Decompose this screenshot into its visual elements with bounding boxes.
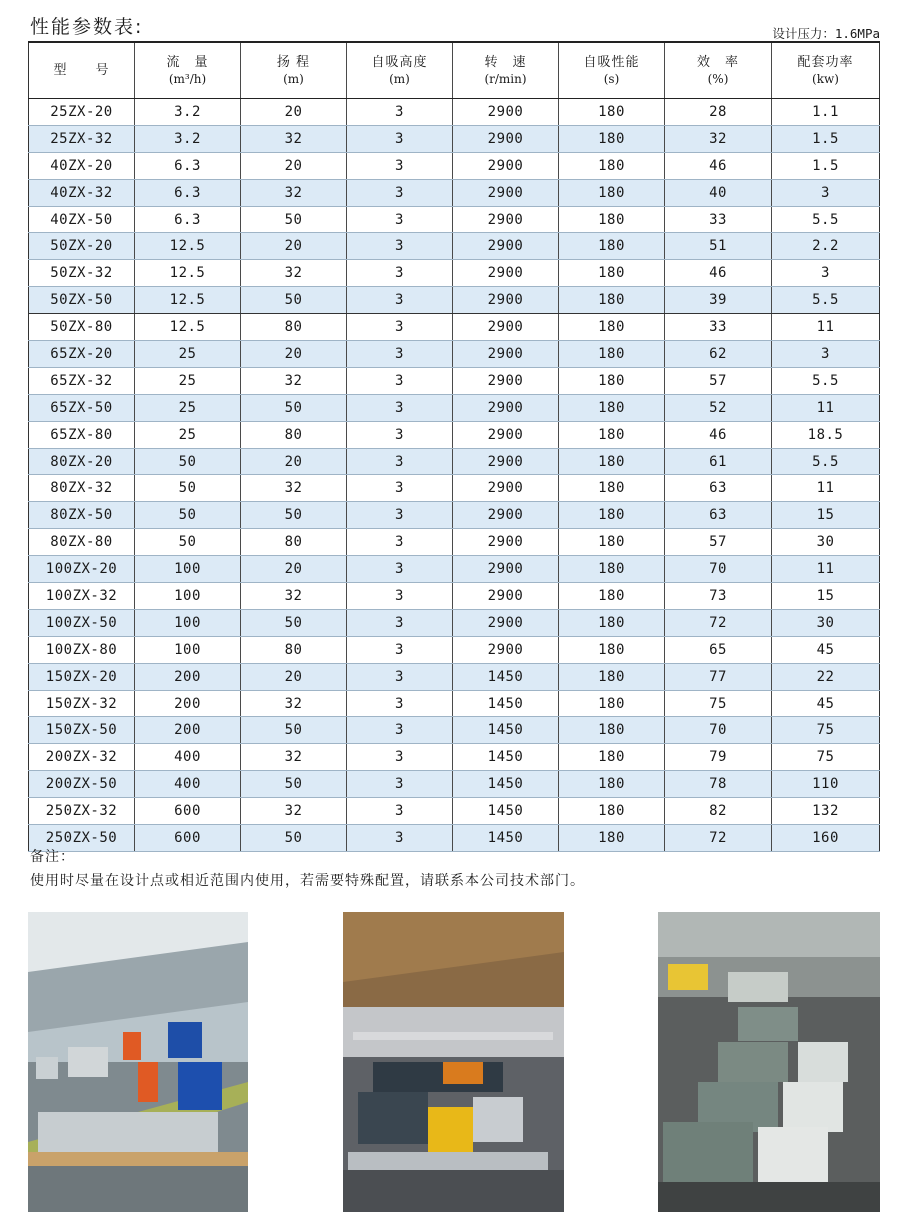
table-cell: 50ZX-50 [29,287,135,314]
table-cell: 62 [665,341,772,368]
column-header-label: 扬 程 [276,54,311,70]
table-cell: 80 [241,529,347,556]
table-cell: 2900 [453,529,559,556]
table-cell: 100ZX-50 [29,609,135,636]
table-cell: 65ZX-32 [29,367,135,394]
table-cell: 65ZX-80 [29,421,135,448]
table-cell: 1450 [453,825,559,852]
table-cell: 180 [559,314,665,341]
table-cell: 1450 [453,798,559,825]
table-cell: 80 [241,421,347,448]
table-cell: 52 [665,394,772,421]
table-cell: 3 [347,825,453,852]
table-cell: 63 [665,475,772,502]
table-cell: 32 [241,179,347,206]
table-cell: 2900 [453,556,559,583]
table-cell: 12.5 [135,287,241,314]
table-cell: 100ZX-32 [29,583,135,610]
table-row [29,529,880,556]
table-cell: 25 [135,421,241,448]
table-cell: 63 [665,502,772,529]
table-row [29,233,880,260]
table-cell: 51 [665,233,772,260]
table-cell: 180 [559,744,665,771]
table-cell: 25 [135,341,241,368]
table-cell: 50 [241,717,347,744]
column-header-unit: (kw) [812,71,839,86]
column-header-label: 型 号 [53,62,110,78]
table-cell: 180 [559,583,665,610]
table-cell: 32 [241,367,347,394]
table-row [29,663,880,690]
table-row [29,260,880,287]
table-cell: 80 [241,314,347,341]
table-cell: 50ZX-32 [29,260,135,287]
table-cell: 3 [347,475,453,502]
table-cell: 45 [772,636,880,663]
table-cell: 3 [347,341,453,368]
table-body [29,99,880,852]
table-cell: 3 [347,609,453,636]
table-cell: 3 [347,717,453,744]
table-cell: 3 [347,798,453,825]
table-cell: 20 [241,448,347,475]
table-cell: 18.5 [772,421,880,448]
table-cell: 200ZX-50 [29,771,135,798]
table-cell: 3 [347,448,453,475]
table-row [29,152,880,179]
table-cell: 1450 [453,663,559,690]
column-header-3 [347,42,453,99]
column-header-label: 配套功率 [797,54,854,70]
table-cell: 200ZX-32 [29,744,135,771]
table-row [29,475,880,502]
table-cell: 3 [347,206,453,233]
table-cell: 72 [665,609,772,636]
table-row [29,771,880,798]
table-cell: 32 [241,744,347,771]
column-header-unit: (m³/h) [168,71,207,86]
table-cell: 180 [559,825,665,852]
table-cell: 180 [559,529,665,556]
table-row [29,314,880,341]
table-cell: 32 [241,583,347,610]
table-cell: 2900 [453,152,559,179]
table-cell: 3 [347,314,453,341]
column-header-4 [453,42,559,99]
table-cell: 57 [665,529,772,556]
workshop-pump-photo-icon [343,912,564,1212]
table-cell: 180 [559,421,665,448]
table-cell: 2900 [453,206,559,233]
table-cell: 3 [347,663,453,690]
table-cell: 20 [241,99,347,126]
table-cell: 39 [665,287,772,314]
table-row [29,125,880,152]
table-cell: 25ZX-20 [29,99,135,126]
table-cell: 50 [135,475,241,502]
table-cell: 600 [135,798,241,825]
table-cell: 33 [665,206,772,233]
table-cell: 2900 [453,341,559,368]
table-cell: 2900 [453,314,559,341]
table-cell: 11 [772,314,880,341]
table-cell: 28 [665,99,772,126]
table-cell: 32 [241,260,347,287]
table-cell: 100 [135,556,241,583]
column-header-unit: (m) [283,71,304,86]
column-header-label: 效 率 [696,54,739,70]
table-cell: 40ZX-32 [29,179,135,206]
table-cell: 2900 [453,179,559,206]
table-row [29,448,880,475]
column-header-6 [665,42,772,99]
table-cell: 180 [559,233,665,260]
table-cell: 180 [559,556,665,583]
table-cell: 180 [559,475,665,502]
table-cell: 12.5 [135,260,241,287]
column-header-unit: (s) [603,71,620,86]
notes [30,845,585,893]
table-cell: 110 [772,771,880,798]
table-cell: 15 [772,502,880,529]
table-cell: 180 [559,99,665,126]
table-cell: 180 [559,609,665,636]
table-cell: 2900 [453,394,559,421]
table-cell: 180 [559,717,665,744]
table-cell: 25ZX-32 [29,125,135,152]
table-cell: 150ZX-20 [29,663,135,690]
table-cell: 25 [135,394,241,421]
table-cell: 45 [772,690,880,717]
table-row [29,502,880,529]
table-cell: 2900 [453,583,559,610]
table-cell: 250ZX-32 [29,798,135,825]
table-cell: 57 [665,367,772,394]
table-cell: 100 [135,583,241,610]
table-cell: 40 [665,179,772,206]
table-cell: 11 [772,556,880,583]
table-cell: 75 [772,717,880,744]
column-header-2 [241,42,347,99]
table-cell: 2900 [453,421,559,448]
table-cell: 3 [347,556,453,583]
table-row [29,367,880,394]
table-cell: 3 [347,771,453,798]
table-cell: 50 [241,771,347,798]
table-cell: 1.5 [772,125,880,152]
table-cell: 61 [665,448,772,475]
table-cell: 50 [135,448,241,475]
column-header-label: 流 量 [166,54,209,70]
table-cell: 200 [135,717,241,744]
notes-text: 使用时尽量在设计点或相近范围内使用，若需要特殊配置，请联系本公司技术部门。 [30,873,585,889]
table-cell: 77 [665,663,772,690]
table-cell: 5.5 [772,206,880,233]
table-cell: 2900 [453,99,559,126]
table-cell: 3 [347,529,453,556]
table-cell: 80ZX-80 [29,529,135,556]
table-cell: 3 [347,583,453,610]
table-cell: 1.5 [772,152,880,179]
table-cell: 3 [772,341,880,368]
table-cell: 2900 [453,502,559,529]
table-cell: 82 [665,798,772,825]
table-cell: 25 [135,367,241,394]
table-row [29,556,880,583]
table-cell: 2900 [453,448,559,475]
table-cell: 46 [665,421,772,448]
table-cell: 5.5 [772,287,880,314]
workshop-pump-photo [343,912,564,1212]
table-cell: 32 [241,690,347,717]
table-cell: 65ZX-50 [29,394,135,421]
table-cell: 50 [241,502,347,529]
table-cell: 180 [559,394,665,421]
table-cell: 1.1 [772,99,880,126]
column-header-unit: (r/min) [484,71,527,86]
table-cell: 50 [241,609,347,636]
table-cell: 11 [772,394,880,421]
design-pressure: 设计压力：1.6MPa [772,26,880,41]
table-cell: 2.2 [772,233,880,260]
table-cell: 46 [665,152,772,179]
column-header-7 [772,42,880,99]
table-cell: 3 [347,636,453,663]
column-header-5 [559,42,665,99]
table-row [29,636,880,663]
table-cell: 72 [665,825,772,852]
table-cell: 30 [772,529,880,556]
table-cell: 22 [772,663,880,690]
table-cell: 73 [665,583,772,610]
table-cell: 65 [665,636,772,663]
table-cell: 3 [347,394,453,421]
table-cell: 79 [665,744,772,771]
table-cell: 75 [665,690,772,717]
table-cell: 50ZX-80 [29,314,135,341]
table-cell: 150ZX-50 [29,717,135,744]
table-cell: 65ZX-20 [29,341,135,368]
table-cell: 100 [135,636,241,663]
column-header-1 [135,42,241,99]
table-cell: 100 [135,609,241,636]
table-cell: 2900 [453,233,559,260]
table-cell: 1450 [453,690,559,717]
table-cell: 3 [347,421,453,448]
table-cell: 3 [772,260,880,287]
table-cell: 6.3 [135,152,241,179]
table-cell: 5.5 [772,448,880,475]
table-cell: 3 [347,179,453,206]
explosion-proof-pump-photo-icon [658,912,880,1212]
table-cell: 50ZX-20 [29,233,135,260]
table-cell: 40ZX-20 [29,152,135,179]
table-cell: 2900 [453,636,559,663]
table-row [29,99,880,126]
column-header-unit: (%) [707,71,729,86]
table-cell: 3 [347,744,453,771]
table-cell: 80ZX-20 [29,448,135,475]
table-cell: 32 [665,125,772,152]
table-cell: 33 [665,314,772,341]
table-cell: 3 [347,367,453,394]
table-cell: 3 [347,287,453,314]
table-cell: 180 [559,636,665,663]
table-row [29,341,880,368]
table-cell: 80ZX-32 [29,475,135,502]
table-cell: 2900 [453,367,559,394]
table-row [29,421,880,448]
table-cell: 2900 [453,125,559,152]
table-cell: 180 [559,206,665,233]
table-cell: 50 [135,502,241,529]
performance-table-wrap [28,41,879,852]
table-cell: 180 [559,287,665,314]
table-cell: 2900 [453,609,559,636]
table-cell: 100ZX-80 [29,636,135,663]
table-cell: 150ZX-32 [29,690,135,717]
notes-heading: 备注： [30,849,75,865]
table-cell: 180 [559,690,665,717]
table-cell: 5.5 [772,367,880,394]
table-cell: 32 [241,125,347,152]
table-cell: 3.2 [135,99,241,126]
table-row [29,179,880,206]
table-cell: 78 [665,771,772,798]
explosion-proof-pump-photo [658,912,880,1212]
table-cell: 3 [347,99,453,126]
table-cell: 50 [241,206,347,233]
table-row [29,609,880,636]
table-cell: 3 [772,179,880,206]
table-cell: 180 [559,125,665,152]
column-header-label: 自吸高度 [371,54,428,70]
pump-row-photo [28,912,248,1212]
table-cell: 180 [559,260,665,287]
table-cell: 180 [559,341,665,368]
table-cell: 180 [559,798,665,825]
table-cell: 50 [241,394,347,421]
table-cell: 250ZX-50 [29,825,135,852]
table-cell: 600 [135,825,241,852]
table-cell: 3 [347,690,453,717]
table-cell: 80 [241,636,347,663]
performance-table [28,41,880,852]
table-row [29,287,880,314]
table-cell: 3 [347,260,453,287]
column-header-0 [29,42,135,99]
table-cell: 20 [241,663,347,690]
table-cell: 2900 [453,287,559,314]
table-cell: 400 [135,744,241,771]
table-row [29,394,880,421]
table-cell: 12.5 [135,314,241,341]
table-cell: 3 [347,233,453,260]
page-title: 性能参数表: [30,16,144,38]
table-cell: 2900 [453,475,559,502]
table-header-row [29,42,880,99]
table-cell: 1450 [453,744,559,771]
table-cell: 3 [347,125,453,152]
table-cell: 32 [241,798,347,825]
table-cell: 400 [135,771,241,798]
table-cell: 50 [135,529,241,556]
table-cell: 180 [559,502,665,529]
table-cell: 1450 [453,717,559,744]
table-cell: 180 [559,367,665,394]
table-cell: 2900 [453,260,559,287]
table-cell: 180 [559,152,665,179]
table-cell: 11 [772,475,880,502]
table-row [29,744,880,771]
table-row [29,206,880,233]
table-cell: 15 [772,583,880,610]
table-cell: 100ZX-20 [29,556,135,583]
table-cell: 180 [559,179,665,206]
table-cell: 80ZX-50 [29,502,135,529]
table-row [29,717,880,744]
column-header-unit: (m) [389,71,410,86]
table-cell: 200 [135,690,241,717]
pump-row-photo-icon [28,912,248,1212]
table-cell: 180 [559,448,665,475]
table-cell: 132 [772,798,880,825]
table-cell: 180 [559,663,665,690]
table-cell: 20 [241,233,347,260]
table-cell: 6.3 [135,206,241,233]
table-cell: 40ZX-50 [29,206,135,233]
table-cell: 70 [665,717,772,744]
table-cell: 20 [241,341,347,368]
table-row [29,798,880,825]
table-cell: 6.3 [135,179,241,206]
table-cell: 12.5 [135,233,241,260]
column-header-label: 自吸性能 [583,54,640,70]
table-cell: 3 [347,502,453,529]
table-cell: 50 [241,825,347,852]
column-header-label: 转 速 [484,54,527,70]
table-cell: 3.2 [135,125,241,152]
table-cell: 1450 [453,771,559,798]
table-cell: 70 [665,556,772,583]
table-cell: 160 [772,825,880,852]
table-cell: 30 [772,609,880,636]
table-row [29,690,880,717]
table-cell: 200 [135,663,241,690]
table-cell: 180 [559,771,665,798]
table-cell: 20 [241,152,347,179]
table-cell: 20 [241,556,347,583]
table-cell: 75 [772,744,880,771]
table-row [29,583,880,610]
table-cell: 46 [665,260,772,287]
table-cell: 50 [241,287,347,314]
table-cell: 32 [241,475,347,502]
table-cell: 3 [347,152,453,179]
